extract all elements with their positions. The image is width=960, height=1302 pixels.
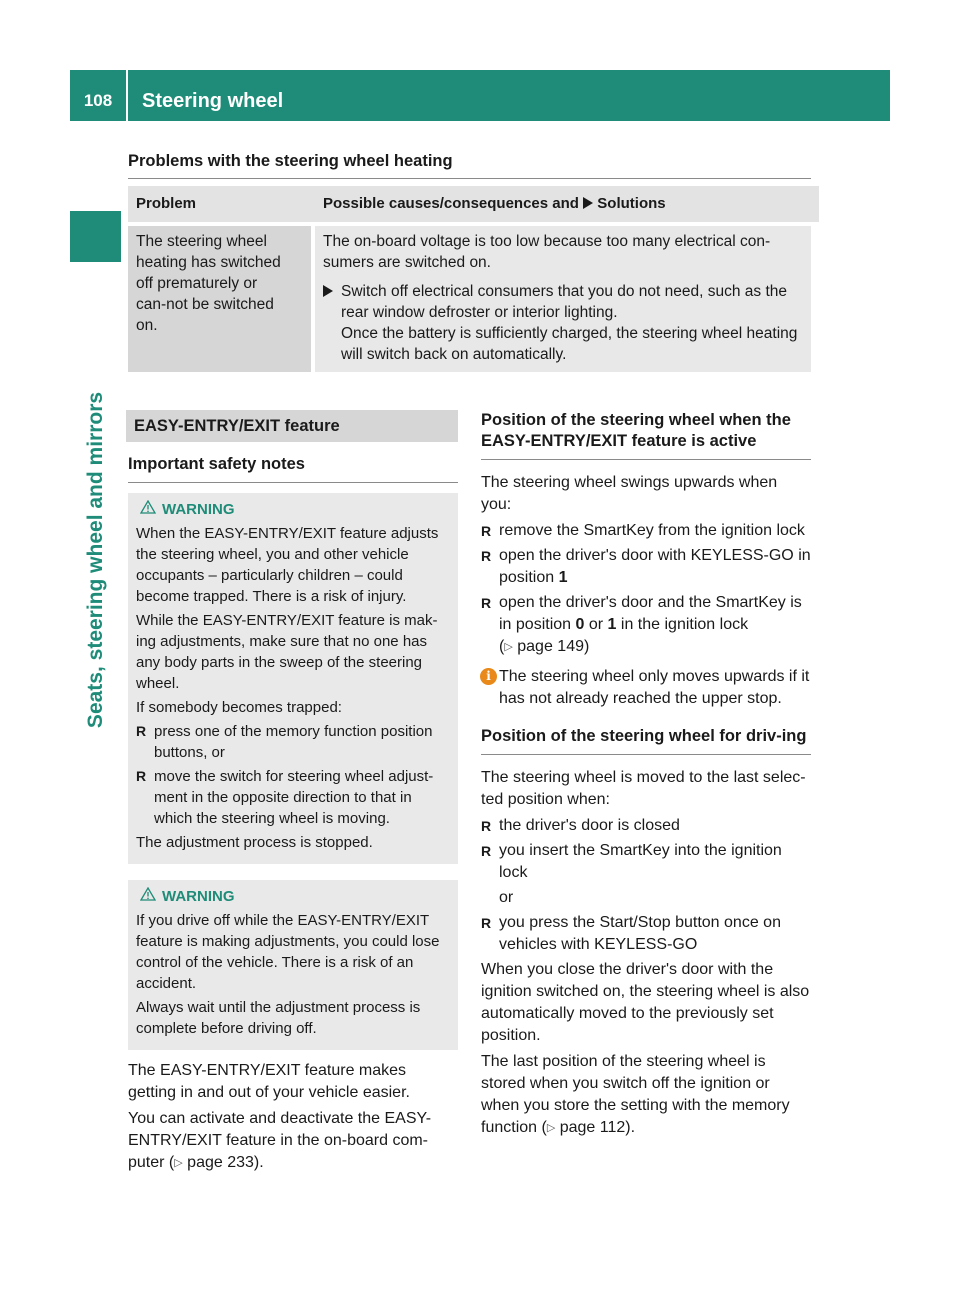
bullet-marker: R xyxy=(481,818,492,834)
solution-header-text-b: Solutions xyxy=(597,195,666,212)
safety-rule xyxy=(128,482,458,483)
position-value: 0 xyxy=(575,616,585,633)
list-item-text: open the driver's door and the SmartKey is in position xyxy=(499,594,802,633)
list-item xyxy=(136,721,450,763)
paragraph-text: You can activate and deactivate the EASY-ENTRY/EXIT feature in the on-board com-puter ( xyxy=(128,1110,432,1171)
page-ref-link[interactable]: page 112). xyxy=(559,1119,636,1136)
problems-table xyxy=(128,186,811,372)
list-item-text: you press the Start/Stop button once on vehicles with KEYLESS-GO xyxy=(499,914,781,953)
page-ref-link[interactable]: page 233). xyxy=(187,1154,264,1171)
warning-text: If somebody becomes trapped: xyxy=(136,699,342,716)
table-cell-problem xyxy=(128,226,311,372)
bullet-marker: R xyxy=(136,723,147,739)
list-item xyxy=(481,815,811,837)
section-title: EASY-ENTRY/EXIT feature xyxy=(126,410,458,442)
list-item xyxy=(481,912,811,956)
list-item-text: the driver's door is closed xyxy=(499,817,680,834)
cause-text: The on-board voltage is too low because too many electrical con-sumers are switched on. xyxy=(323,233,771,271)
bullet-marker: R xyxy=(481,523,492,539)
position-value: 1 xyxy=(558,569,568,586)
body-paragraph xyxy=(481,1051,811,1139)
list-item-text: move the switch for steering wheel adjust-ment in the opposite direction to that in which the steering wheel is moving. xyxy=(154,768,434,827)
page-ref-link[interactable]: page 149) xyxy=(517,638,590,655)
table-cell-solution xyxy=(315,226,811,372)
warning-icon xyxy=(140,500,156,514)
position-heading-2: Position of the steering wheel for driv-ing xyxy=(481,727,807,745)
position-value: 1 xyxy=(607,616,617,633)
warning-box-2 xyxy=(128,880,458,1050)
list-item-text: open the driver's door with KEYLESS-GO in position xyxy=(499,547,811,586)
problems-heading: Problems with the steering wheel heating xyxy=(128,152,453,170)
list-item-text: remove the SmartKey from the ignition lock xyxy=(499,522,805,539)
side-tab-marker xyxy=(70,211,121,262)
list-item-text: in the ignition lock xyxy=(620,616,749,633)
solution-content xyxy=(315,226,811,370)
warning-icon xyxy=(140,887,156,901)
bullet-marker: R xyxy=(136,768,147,784)
info-note xyxy=(481,666,811,710)
list-item xyxy=(481,840,811,884)
arrow-right-icon xyxy=(583,197,593,209)
page-ref-icon: ▷ xyxy=(546,1122,556,1134)
right-column xyxy=(481,410,811,1143)
or-separator: or xyxy=(499,889,514,906)
page-ref-icon: ▷ xyxy=(174,1157,183,1169)
body-paragraph xyxy=(128,1108,458,1174)
action-text: Switch off electrical consumers that you do not need, such as the rear window defroster or interior lighting. xyxy=(341,283,788,321)
header-divider xyxy=(126,70,128,121)
list-item xyxy=(481,520,811,542)
position-heading-1: Position of the steering wheel when the EASY-ENTRY/EXIT feature is active xyxy=(481,411,791,450)
list-item-text: press one of the memory function position buttons, or xyxy=(154,723,433,761)
bullet-marker: R xyxy=(481,843,492,859)
warning-title-text: WARNING xyxy=(162,888,235,905)
info-icon: i xyxy=(480,668,497,685)
list-item: R open the driver's door and the SmartKey is in position 0 or 1 in the ignition lock (▷ page 149) xyxy=(481,592,811,658)
warning-text: The adjustment process is stopped. xyxy=(136,834,373,851)
solution-header-text: Possible causes/consequences and xyxy=(323,195,579,212)
paragraph-text: The last position of the steering wheel is stored when you switch off the ignition or when you store the setting with the memory function ( xyxy=(481,1053,790,1136)
bullet-marker: R xyxy=(481,548,492,564)
heading-rule xyxy=(481,459,811,460)
action-item xyxy=(323,281,803,365)
page-header xyxy=(70,70,890,121)
bullet-marker: R xyxy=(481,595,492,611)
heading-rule xyxy=(481,754,811,755)
problem-text: The steering wheel heating has switched off prematurely or can-not be switched on. xyxy=(136,233,281,334)
arrow-right-icon xyxy=(323,285,333,297)
warning-box-1 xyxy=(128,493,458,864)
side-tab-label: Seats, steering wheel and mirrors xyxy=(84,391,107,729)
warning-title-text: WARNING xyxy=(162,501,235,518)
warning-text: While the EASY-ENTRY/EXIT feature is mak-ing adjustments, make sure that no one has any body parts in the sweep of the steering wheel. xyxy=(136,612,438,692)
page-ref-icon: ▷ xyxy=(504,641,513,653)
warning-title xyxy=(136,886,450,907)
body-paragraph: When you close the driver's door with the ignition switched on, the steering wheel is also automatically moved to the previously set position. xyxy=(481,961,810,1044)
table-header-solution xyxy=(315,186,819,222)
warning-text: When the EASY-ENTRY/EXIT feature adjusts the steering wheel, you and other vehicle occupants – particularly children – could become trapped. There is a risk of injury. xyxy=(136,525,439,605)
warning-text: If you drive off while the EASY-ENTRY/EXIT feature is making adjustments, you could lose control of the vehicle. There is a risk of an accident. xyxy=(136,912,440,992)
body-paragraph: The EASY-ENTRY/EXIT feature makes getting in and out of your vehicle easier. xyxy=(128,1062,410,1101)
list-item xyxy=(481,545,811,589)
table-header-problem: Problem xyxy=(128,186,319,222)
left-column xyxy=(128,410,458,1178)
warning-title xyxy=(136,499,450,520)
bullet-marker: R xyxy=(481,915,492,931)
body-paragraph: The steering wheel swings upwards when you: xyxy=(481,474,778,513)
page-number: 108 xyxy=(83,91,113,110)
warning-text: Always wait until the adjustment process is complete before driving off. xyxy=(136,999,421,1037)
action-note: Once the battery is sufficiently charged, the steering wheel heating will switch back on automatically. xyxy=(341,325,798,363)
list-item-text: or xyxy=(588,616,604,633)
list-item xyxy=(136,766,450,829)
list-item-text: you insert the SmartKey into the ignition lock xyxy=(499,842,782,881)
body-paragraph: The steering wheel is moved to the last selec-ted position when: xyxy=(481,769,806,808)
safety-heading: Important safety notes xyxy=(128,455,305,473)
problems-rule xyxy=(128,178,811,179)
info-text: The steering wheel only moves upwards if it has not already reached the upper stop. xyxy=(499,668,810,707)
chapter-title: Steering wheel xyxy=(142,90,284,112)
